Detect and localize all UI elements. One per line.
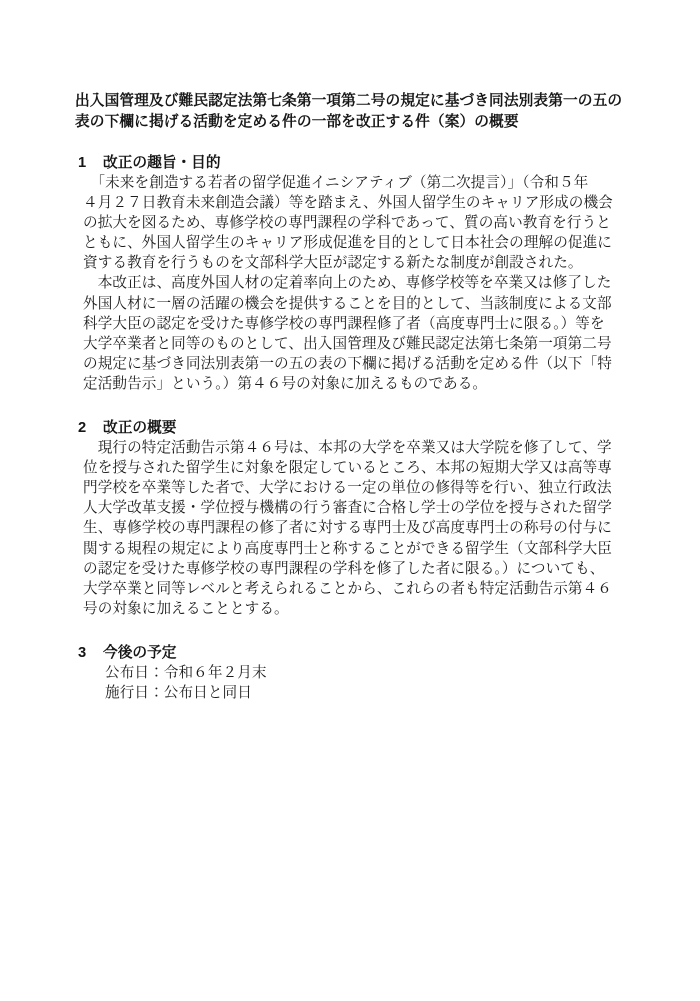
section-schedule (75, 643, 631, 703)
body-text-line: 位を授与された留学生に対象を限定しているところ、本邦の短期大学又は高等専 (83, 460, 612, 477)
section-heading-label: 今後の予定 (103, 644, 177, 661)
body-text-line: 本改正は、高度外国人材の定着率向上のため、専修学校等を卒業又は修了した (83, 275, 612, 292)
section-number: 1 (78, 155, 87, 171)
schedule-text-line: 施行日：公布日と同日 (105, 685, 252, 702)
body-text-line: 定活動告示」という。）第４６号の対象に加えるものである。 (83, 375, 488, 392)
body-text-line: の認定を受けた専修学校の専門課程の学科を修了した者に限る。）についても、 (83, 560, 605, 577)
body-text-line: 資する教育を行うものを文部科学大臣が認定する新たな制度が創設された。 (83, 255, 583, 272)
section-number: 3 (78, 644, 87, 661)
section-heading-label: 改正の概要 (103, 420, 177, 437)
body-text-line: 号の対象に加えることとする。 (83, 600, 289, 617)
section-number: 2 (78, 420, 87, 437)
body-text-line: 科学大臣の認定を受けた専修学校の専門課程修了者（高度専門士に限る。）等を (83, 315, 605, 332)
body-text-line: 現行の特定活動告示第４６号は、本邦の大学を卒業又は大学院を修了して、学 (83, 440, 612, 457)
document-title (75, 91, 631, 132)
section-purpose-heading (75, 153, 631, 173)
section-overview (75, 418, 631, 619)
document-title-line-2: 表の下欄に掲げる活動を定める件の一部を改正する件（案）の概要 (75, 113, 519, 130)
body-text-line: 生、専修学校の専門課程の修了者に対する専門士及び高度専門士の称号の付与に (83, 520, 612, 537)
body-text-line: 人大学改革支援・学位授与機構の行う審査に合格し学士の学位を授与された留学 (83, 500, 612, 517)
body-text-line: の規定に基づき同法別表第一の五の表の下欄に掲げる活動を定める件（以下「特 (83, 355, 612, 372)
body-text-line: ４月２７日教育未来創造会議）等を踏まえ、外国人留学生のキャリア形成の機会 (83, 195, 613, 212)
body-text-line: 「未来を創造する若者の留学促進イニシアティブ（第二次提言）」（令和５年 (83, 175, 589, 191)
document-content (75, 91, 631, 703)
body-text-line: 門学校を卒業等した者で、大学における一定の単位の修得等を行い、独立行政法 (83, 480, 612, 497)
section-overview-body (75, 438, 631, 619)
body-text-line: の拡大を図るため、専修学校の専門課程の学科であって、質の高い教育を行うと (83, 215, 611, 232)
section-schedule-heading (75, 643, 631, 663)
section-schedule-body (75, 663, 631, 703)
section-heading-label: 改正の趣旨・目的 (103, 155, 221, 171)
body-text-line: 関する規程の規定により高度専門士と称することができる留学生（文部科学大臣 (83, 540, 612, 557)
body-text-line: 大学卒業と同等レベルと考えられることから、これらの者も特定活動告示第４６ (83, 580, 612, 597)
schedule-text-line: 公布日：令和６年２月末 (105, 664, 267, 681)
section-purpose (75, 153, 631, 394)
body-text-line: 大学卒業者と同等のものとして、出入国管理及び難民認定法第七条第一項第二号 (83, 335, 612, 352)
document-title-line-1: 出入国管理及び難民認定法第七条第一項第二号の規定に基づき同法別表第一の五の (75, 93, 623, 109)
body-text-line: ともに、外国人留学生のキャリア形成促進を目的として日本社会の理解の促進に (83, 235, 612, 252)
body-text-line: 外国人材に一層の活躍の機会を提供することを目的として、当該制度による文部 (83, 295, 612, 312)
section-overview-heading (75, 418, 631, 438)
section-purpose-body (75, 173, 631, 394)
